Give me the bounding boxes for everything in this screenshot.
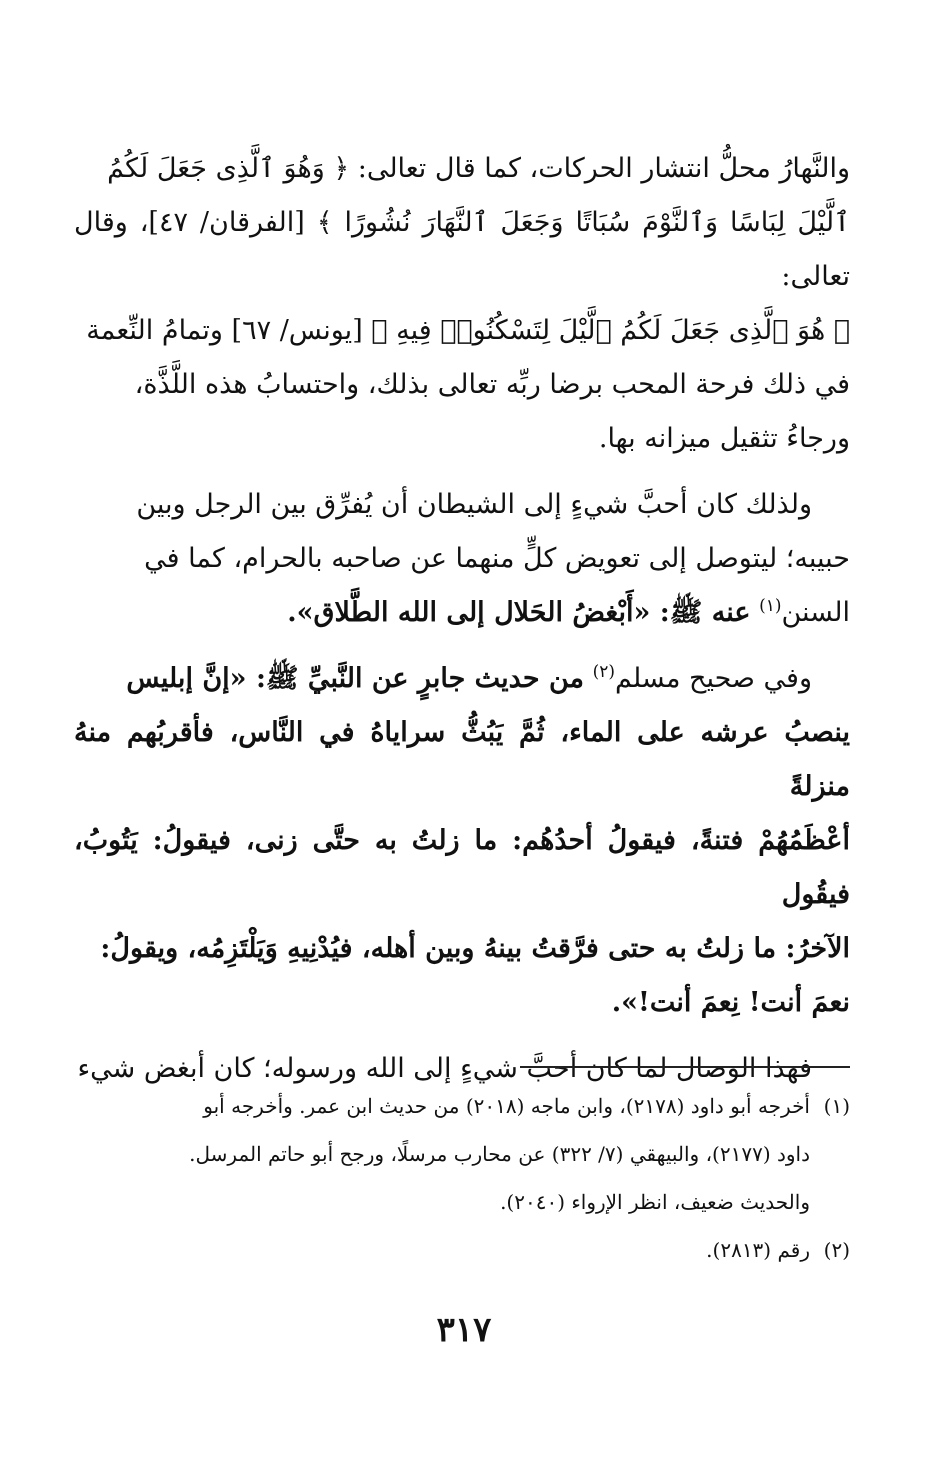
paragraph-3 xyxy=(74,652,850,1030)
text-line xyxy=(74,358,850,412)
text-line: والنَّهارُ محلُّ انتشار الحركات، كما قال تعالى: ﴿ وَهُوَ ٱلَّذِى جَعَلَ لَكُمُ xyxy=(107,153,850,184)
footnote-text xyxy=(74,1178,850,1226)
footnote-divider xyxy=(520,1066,850,1068)
hadith-quote: عنه ﷺ: «أَبْغضُ الحَلال إلى الله الطَّلاق». xyxy=(287,597,751,628)
text-line: نعمَ أنت! نِعمَ أنت!». xyxy=(611,987,850,1018)
footnote-1 xyxy=(74,1082,850,1130)
footnote-text: أخرجه أبو داود (٢١٧٨)، وابن ماجه (٢٠١٨) من حديث ابن عمر. وأخرجه أبو xyxy=(203,1094,810,1118)
footnote-text xyxy=(74,1130,850,1178)
text-line: ﴿ هُوَ ٱلَّذِى جَعَلَ لَكُمُ ٱلَّيْلَ لِتَسْكُنُوا۟ فِيهِ ﴾ [يونس/ ٦٧] وتمامُ النِّعمة xyxy=(86,315,850,346)
footnote-ref-1[interactable]: (١) xyxy=(759,596,782,616)
text-line xyxy=(74,922,850,976)
text-line: في ذلك فرحة المحب برضا ربِّه تعالى بذلك، واحتسابُ هذه اللَّذَّة، xyxy=(134,369,850,400)
text-line xyxy=(74,142,850,196)
paragraph-1 xyxy=(74,142,850,466)
text-line xyxy=(74,478,850,532)
text-line: حبيبه؛ ليتوصل إلى تعويض كلٍّ منهما عن صاحبه بالحرام، كما في xyxy=(144,543,850,574)
text-line: أعْظَمُهُمْ فتنةً، فيقولُ أحدُهُم: ما زلتُ به حتَّى زنى، فيقولُ: يَتُوبُ، فيقُول xyxy=(74,825,850,910)
text-line: السنن xyxy=(781,597,850,628)
text-line xyxy=(74,586,850,640)
text-line: وفي صحيح مسلم xyxy=(614,663,812,694)
footnote-ref-2[interactable]: (٢) xyxy=(592,662,615,682)
text-line xyxy=(74,304,850,358)
text-line: ٱلَّيْلَ لِبَاسًا وَٱلنَّوْمَ سُبَاتًا وَجَعَلَ ٱلنَّهَارَ نُشُورًا ﴾ [الفرقان/ ٤٧]، وقال تعالى: xyxy=(74,207,850,292)
text-line xyxy=(74,976,850,1030)
footnote-number: (٢) xyxy=(823,1238,850,1262)
footnotes xyxy=(74,1082,850,1274)
text-line: فهذا الوصال لما كان أحبَّ شيءٍ إلى الله ورسوله؛ كان أبغض شيء xyxy=(77,1053,812,1084)
text-line xyxy=(74,814,850,922)
footnote-number: (١) xyxy=(823,1094,850,1118)
text-line xyxy=(74,532,850,586)
text-line xyxy=(74,412,850,466)
text-line: ولذلك كان أحبَّ شيءٍ إلى الشيطان أن يُفرِّق بين الرجل وبين xyxy=(136,489,812,520)
hadith-quote: من حديث جابرٍ عن النَّبيِّ ﷺ: «إنَّ إبليس xyxy=(126,663,584,694)
text-line xyxy=(74,652,850,706)
page-number: ٣١٧ xyxy=(436,1310,492,1350)
paragraph-2 xyxy=(74,478,850,640)
text-line: ينصبُ عرشه على الماء، ثُمَّ يَبُثُّ سراياهُ في النَّاس، فأقربُهم منهُ منزلةً xyxy=(74,717,850,802)
footnote-2 xyxy=(74,1226,850,1274)
main-text xyxy=(74,142,850,1108)
text-line xyxy=(74,706,850,814)
footnote-text: داود (٢١٧٧)، والبيهقي (٧/ ٣٢٢) عن محارب مرسلًا، ورجح أبو حاتم المرسل. xyxy=(189,1142,810,1166)
text-line xyxy=(74,196,850,304)
text-line: الآخرُ: ما زلتُ به حتى فرَّقتُ بينهُ وبين أهله، فيُدْنِيهِ وَيَلْتَزِمُه، ويقولُ: xyxy=(100,933,850,964)
text-line: ورجاءُ تثقيل ميزانه بها. xyxy=(598,423,850,454)
footnote-text: والحديث ضعيف، انظر الإرواء (٢٠٤٠). xyxy=(500,1190,810,1214)
footnote-text: رقم (٢٨١٣). xyxy=(706,1238,810,1262)
